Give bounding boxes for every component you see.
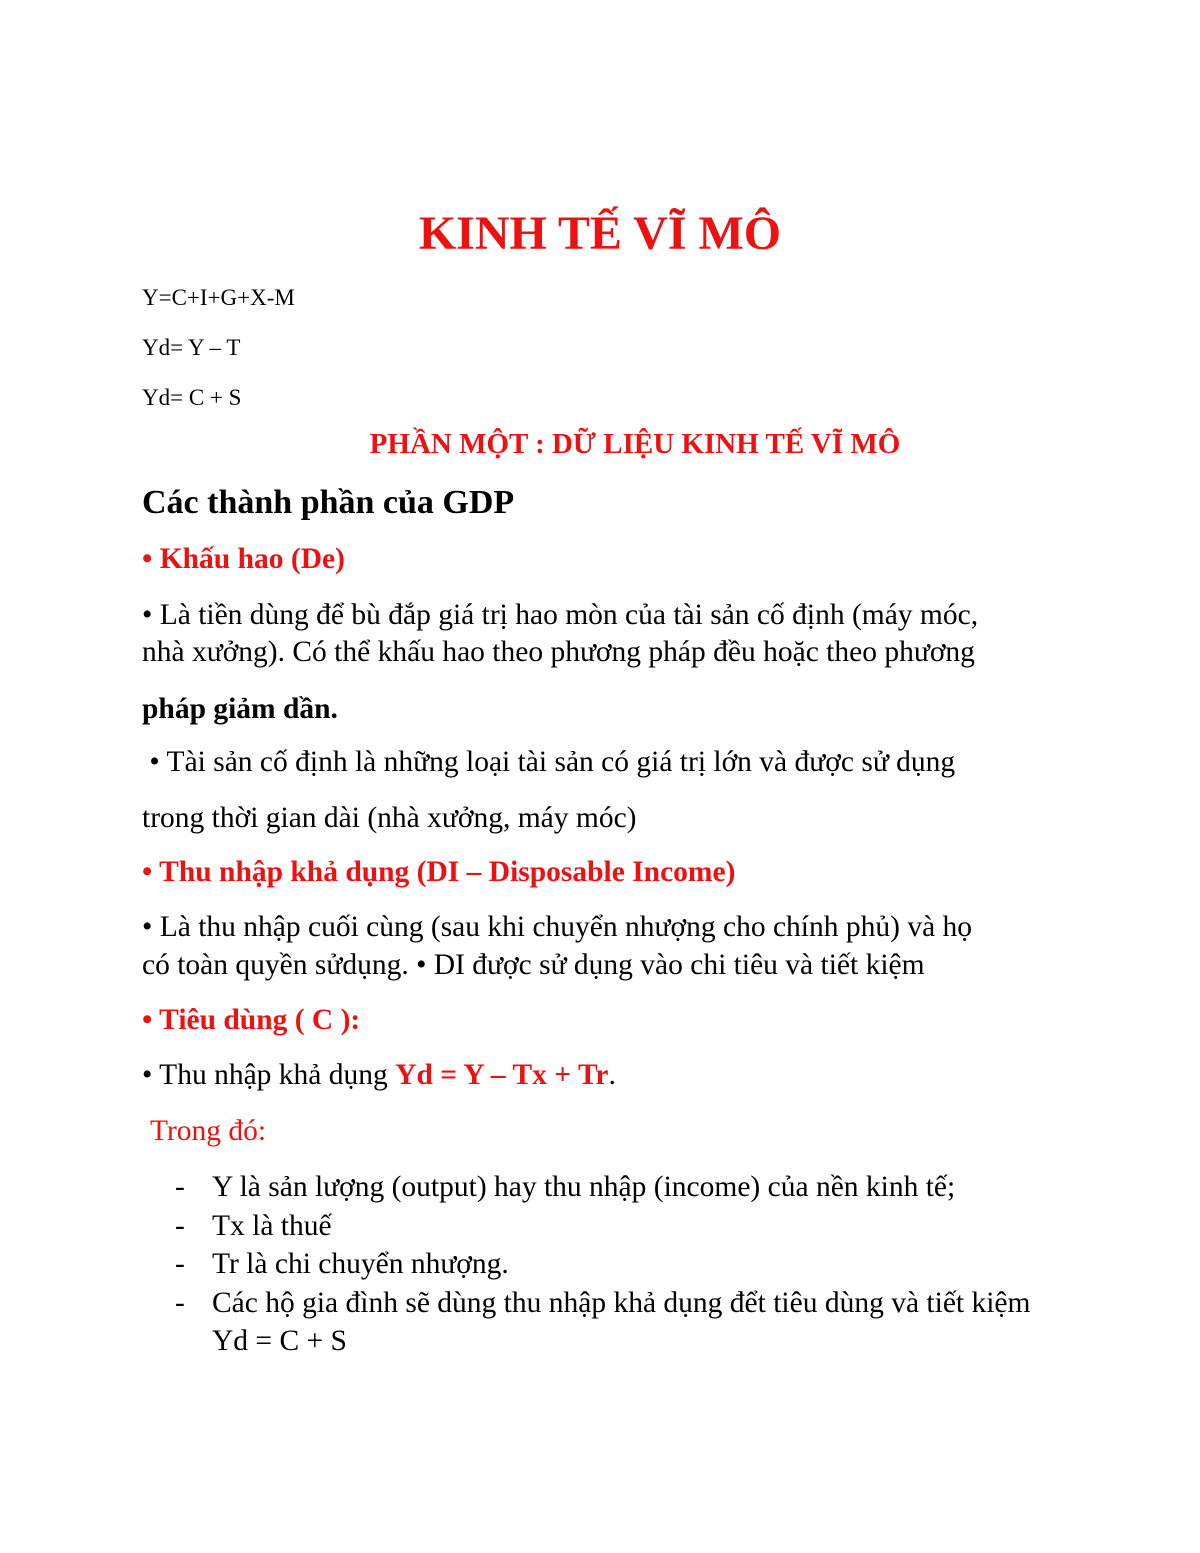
disposable-income-line-1: • Là thu nhập cuối cùng (sau khi chuyển nhượng cho chính phủ) và họ: [142, 911, 973, 943]
section-heading: Các thành phần của GDP: [142, 484, 515, 521]
consumption-heading: • Tiêu dùng ( C ):: [142, 1004, 361, 1036]
list-dash: -: [175, 1209, 185, 1242]
depreciation-line-3: pháp giảm dần.: [142, 693, 338, 725]
depreciation-heading: • Khấu hao (De): [142, 543, 345, 575]
document-title: KINH TẾ VĨ MÔ: [418, 207, 782, 260]
where-label: Trong đó:: [150, 1115, 267, 1147]
fixed-assets-line-2: trong thời gian dài (nhà xưởng, máy móc): [142, 802, 637, 834]
consumption-formula-prefix: • Thu nhập khả dụng: [142, 1059, 396, 1091]
list-item: [175, 1207, 1062, 1246]
disposable-income-heading: • Thu nhập khả dụng (DI – Disposable Income): [142, 856, 736, 888]
formula-gdp: Y=C+I+G+X-M: [142, 285, 295, 310]
list-item: [175, 1284, 1062, 1361]
list-item: [175, 1168, 1062, 1207]
list-item-text: Tx là thuế: [212, 1209, 332, 1242]
depreciation-line-2: nhà xưởng). Có thể khấu hao theo phương pháp đều hoặc theo phương: [142, 636, 975, 668]
list-item-text: Tr là chi chuyển nhượng.: [212, 1248, 509, 1280]
list-dash: -: [175, 1171, 185, 1203]
definition-list: [175, 1168, 1062, 1361]
formula-disposable-income: Yd= Y – T: [142, 335, 241, 360]
consumption-formula-suffix: .: [608, 1059, 616, 1091]
depreciation-line-1: • Là tiền dùng để bù đắp giá trị hao mòn của tài sản cố định (máy móc,: [142, 599, 979, 631]
consumption-formula-line: [142, 1061, 616, 1091]
formula-consumption-saving: Yd= C + S: [142, 385, 242, 410]
fixed-assets-line-1: • Tài sản cố định là những loại tài sản có giá trị lớn và được sử dụng: [142, 746, 956, 778]
list-item: [175, 1245, 1062, 1284]
list-dash: -: [175, 1286, 185, 1319]
consumption-formula: Yd = Y – Tx + Tr: [395, 1059, 609, 1091]
list-item-text: Các hộ gia đình sẽ dùng thu nhập khả dụng đểt tiêu dùng và tiết kiệm Yd = C + S: [212, 1286, 1031, 1357]
disposable-income-line-2: có toàn quyền sửdụng. • DI được sử dụng vào chi tiêu và tiết kiệm: [142, 949, 925, 981]
list-item-text: Y là sản lượng (output) hay thu nhập (income) của nền kinh tế;: [212, 1171, 956, 1203]
list-dash: -: [175, 1248, 185, 1280]
part-heading: PHẦN MỘT : DỮ LIỆU KINH TẾ VĨ MÔ: [369, 428, 901, 460]
